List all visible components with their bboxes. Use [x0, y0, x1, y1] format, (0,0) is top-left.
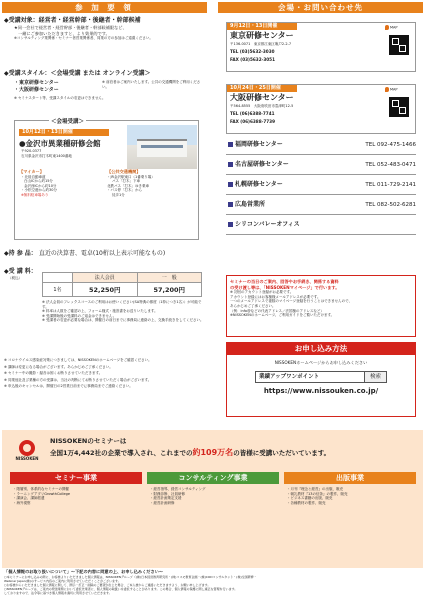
logo-text: NISSOKEN	[15, 456, 39, 461]
headline-2: 全国1万4,442社の企業で導入され、これまでの約109万名の皆様に受講いただいています。	[50, 448, 331, 457]
apply-box	[226, 342, 416, 417]
search-button[interactable]: 検索	[365, 371, 387, 383]
osaka-center-box	[226, 84, 416, 134]
tokyo-center-box	[226, 22, 416, 72]
target-note3: ※コンサルティング業関係・セミナー者営業関係者、同業の方の参加はご遠慮ください。	[14, 36, 153, 41]
general-note-2: ※ セミナー中の撮影・録音は固くお断りさせていただきます。	[4, 371, 103, 376]
fee-cell-0: 1名	[43, 283, 73, 297]
target-section	[4, 17, 209, 41]
branch-list	[226, 135, 416, 235]
car-access	[19, 169, 99, 198]
fee-section	[4, 268, 209, 323]
consulting-item: ・経営指導、経営コンサルティング	[150, 487, 206, 491]
privacy-title: 「個人情報のお取り扱いについて」～下記の内容に同意の上、お申し込みください～	[4, 569, 164, 574]
fee-table-head	[43, 273, 202, 283]
bring-text: 直近の決算書、電卓(10桁以上表示可能なもの)	[38, 250, 166, 257]
tokyo-map-label: MAP	[385, 25, 398, 30]
target-note1: ★同一会社で経営者・経営幹部・後継者・幹部候補限など、	[14, 25, 127, 30]
publishing-title: 出版事業	[284, 472, 416, 484]
general-note-4: ※ 申込後のキャンセルは、開催日の2営業日前までに事務局までご連絡ください。	[4, 384, 133, 389]
notice-line-0: ※ 初回のアカウント登録がお必要です。	[230, 290, 294, 295]
notice-title-1: セミナーの当日のご案内、回答やお手続き、関係する資料	[230, 279, 339, 284]
seminar-item: ・海外視察	[13, 500, 31, 505]
car-title: 【マイカー】	[19, 169, 44, 174]
car-line-2: 金沢西ICから約10分	[24, 183, 57, 188]
contact-header: 会場・お問い合わせ先	[218, 2, 423, 13]
venue-photo	[127, 125, 197, 169]
venue-date: 10月12日・13日開催	[19, 129, 109, 136]
notice-line-1: アカウント登録にはお客様様メールアドレスが必要です。	[230, 294, 321, 299]
publishing-item: ・各種教材の製作、販売	[287, 500, 326, 505]
fee-note-0: ※ 法人会員のフレックスコースのご利用はお使いください(SA特典の都度（1枠につき1名））が可能です。	[42, 300, 202, 309]
venue-zip: 〒920-0377	[21, 149, 42, 153]
consulting-column	[147, 472, 279, 562]
tokyo-name: 東京研修センター	[230, 31, 294, 40]
notice-line-3: あらかじめご了承ください。	[230, 303, 276, 308]
fee-label: ◆受 講 料：	[4, 268, 37, 275]
fee-head-0	[43, 273, 73, 283]
public-line-2: 北鉄バス「打木」ゆき乗車	[107, 183, 149, 188]
site-url[interactable]: https://www.nissouken.co.jp/	[263, 386, 379, 395]
publishing-item: ・月刊『理念と経営』の出版、販売	[287, 487, 343, 491]
style-item-tokyo: ・東京研修センター	[14, 80, 59, 86]
publishing-item: ・ビジネス書籍の出版、販売	[287, 496, 333, 501]
fee-cell-1: 52,250円	[73, 283, 138, 297]
style-item-osaka: ・大阪研修センター	[14, 86, 59, 93]
privacy-line-0: ○本セミナーにお申し込みの際に、お客様よりいただきました個人情報は、NISSOKENグループ（(株)日本経営教育研究所・(株)コスモ教育企画・(株)CODコンサルタント・(株)全国研修・	[4, 574, 257, 579]
branch-fukuoka: 福岡研修センター TEL 092-475-1466	[226, 135, 416, 155]
fee-table	[42, 272, 202, 297]
apply-title: お申し込み方法	[227, 343, 415, 355]
fee-notes	[42, 300, 207, 323]
notice-line-4: （例：info@などの代表アドレス／法国様のアドレスなど）	[230, 308, 324, 313]
fee-note-2: ※ 受講開始後の受講料のご返金はできません。	[42, 313, 117, 318]
notice-line-2: 一つのメールアドレスで複数のマイページ登録を行うことはできませんので、	[230, 299, 353, 304]
consulting-title: コンサルティング事業	[147, 472, 279, 484]
fee-note-3: ※ 受講者の変更が必要な場合は、開催日の前日までに事務局に連絡の上、交換手続きをしてください。	[42, 318, 204, 323]
seminar-item: ・階層別、体系的なセミナーの開催	[13, 487, 69, 491]
venue-box	[14, 120, 199, 240]
square-bullet-icon	[228, 162, 233, 167]
mypage-notice	[226, 275, 416, 337]
osaka-name: 大阪研修センター	[230, 93, 294, 102]
square-bullet-icon	[228, 202, 233, 207]
privacy-line-1: Webinar Japan(株)のサービス内容のご案内に利用させていただくことがございます。	[4, 578, 121, 583]
fee-note-1: ※ 料率は人数をご確認の上、フォーム様式・施設書をお送りいたします。	[42, 309, 158, 314]
public-line-1: バス「打木」下車	[112, 179, 140, 184]
bring-section	[4, 250, 209, 258]
fee-table-row	[43, 283, 202, 297]
participation-header: 参 加 要 領	[2, 2, 207, 13]
branch-hiroshima: 広島営業所 TEL 082-502-6281	[226, 195, 416, 215]
notice-title-2: の受け渡し等は、「NISSOKENマイページ」で行います。	[230, 284, 340, 290]
seminar-column	[10, 472, 142, 562]
nissoken-banner	[2, 430, 423, 568]
seminar-item: ・ラーニングアプリGrowthCollege	[13, 491, 71, 496]
style-side-note: ※ 前泊者はご案内いたします。公共の交通機関をご利用ください。	[102, 80, 201, 89]
tokyo-date: 9月12日・13日開催	[227, 23, 297, 30]
osaka-address: 〒564-8555 大阪府吹田市豊津町12-5	[230, 104, 294, 108]
venue-address: 石川県金沢市打木町東1400番地	[21, 154, 72, 158]
publishing-item: ・朝礼教材『13の信条』の製作、販売	[287, 491, 348, 496]
seminar-title: セミナー事業	[10, 472, 142, 484]
style-label: ◆受講スタイル：	[4, 70, 51, 77]
osaka-date: 10月24日・25日開催	[227, 85, 297, 92]
headline-1: NISSOKENのセミナーは	[50, 437, 127, 445]
public-line-3: ・バス停「打木」から	[107, 188, 142, 193]
branch-sapporo: 札幌研修センター TEL 011-729-2141	[226, 175, 416, 195]
tokyo-fax: FAX (03)5632-3051	[230, 57, 276, 62]
general-note-0: ※ コロナウイルス感染症対策につきましては、NISSOKENのホームページをご確認ください。	[4, 358, 152, 362]
map-pin-icon	[385, 87, 389, 92]
apply-text: NISSOKENホームページからお申し込みください	[274, 360, 368, 365]
tokyo-address: 〒136-0071 東京都江東区亀戸2-2-7	[230, 42, 292, 46]
car-line-3: ・小松空港から約30分	[21, 188, 57, 193]
consulting-item: ・経営計画研修	[150, 500, 175, 505]
search-input[interactable]: 業績アップワンポイント	[255, 371, 365, 383]
general-notes	[4, 358, 209, 389]
public-line-4: 徒歩1分	[112, 192, 125, 197]
map-pin-icon	[385, 25, 389, 30]
consulting-item: ・経営計画策定支援	[150, 496, 182, 501]
privacy-line-4: しておりますので、法令等に基づき個人情報を適切に利用させていただきます。	[4, 590, 112, 595]
style-note: ※ セミナスタート等、受講スタイルの変更はできません。	[14, 96, 106, 100]
fee-cell-2: 57,200円	[137, 283, 202, 297]
tokyo-qr-code[interactable]	[389, 35, 409, 55]
public-access	[107, 169, 197, 198]
nissoken-logo	[10, 440, 44, 464]
fee-sub: （税込）	[8, 276, 22, 280]
consulting-item: ・財務診断、社員研修	[150, 491, 185, 496]
square-bullet-icon	[228, 182, 233, 187]
style-text: ＜会場受講 または オンライン受講＞	[50, 70, 151, 77]
osaka-tel: TEL (06)6388-7741	[230, 111, 275, 116]
seminar-item: ・講演会、講師派遣	[13, 496, 45, 501]
car-line-1: 白山ICから約15分	[24, 179, 53, 184]
target-note2: 一緒にご参加いただきますと、より効果的です。	[18, 30, 110, 36]
privacy-line-3: ○NISSOKENグループは、ご案内の発送業務において委託先業者に、個人情報の取扱いを委託することがあります。この場合、個人情報の保護に関し適正な管理を行います。	[4, 586, 238, 591]
public-title: 【公共交通機関】	[107, 169, 141, 174]
fee-head-1: 法人会員	[73, 273, 138, 283]
public-line-0: ・JR金沢駅東口（1番乗り場）	[107, 174, 155, 179]
general-note-1: ※ 講師は変更になる場合がございます。あらかじめご了承ください。	[4, 364, 113, 369]
notice-line-5: ※NISSOKENのホームページ、ご利用ガイドをご覧いただけます。	[230, 313, 335, 318]
publishing-column	[284, 472, 416, 562]
general-note-3: ※ 同業他社及び業種の方の受講は、当社の判断にてお断りさせていただく場合がございます。	[4, 377, 152, 382]
osaka-map-label: MAP	[385, 87, 398, 92]
branch-silicon-valley: シリコンバレーオフィス	[226, 215, 416, 235]
square-bullet-icon	[228, 222, 233, 227]
venue-name: ●金沢市異業種研修会館	[19, 139, 101, 148]
tokyo-tel: TEL (03)5632-3030	[230, 49, 275, 54]
style-section	[4, 70, 209, 101]
branch-nagoya: 名古屋研修センター TEL 052-483-0471	[226, 155, 416, 175]
target-text: 経営者・経営幹部・後継者・幹部候補	[38, 17, 141, 24]
bring-label: ◆持 参 品：	[4, 250, 37, 257]
privacy-line-2: ○お客様からいただきました個人情報に関して、開示・訂正・削除のご要望が生じた場合、ご本人様からご連絡いただきますよう、お願い申し上げます。	[4, 582, 211, 587]
square-bullet-icon	[228, 142, 233, 147]
privacy-footer	[4, 569, 422, 595]
fee-head-2: 一 般	[137, 273, 202, 283]
car-line-4: ※無料駐車場あり	[21, 192, 49, 197]
osaka-qr-code[interactable]	[389, 97, 409, 117]
venue-title: ＜会場受講＞	[51, 119, 85, 125]
osaka-fax: FAX (06)6388-7739	[230, 119, 276, 124]
target-label: ◆受講対象：	[4, 17, 39, 24]
car-line-0: ・北陸自動車道	[21, 174, 46, 179]
